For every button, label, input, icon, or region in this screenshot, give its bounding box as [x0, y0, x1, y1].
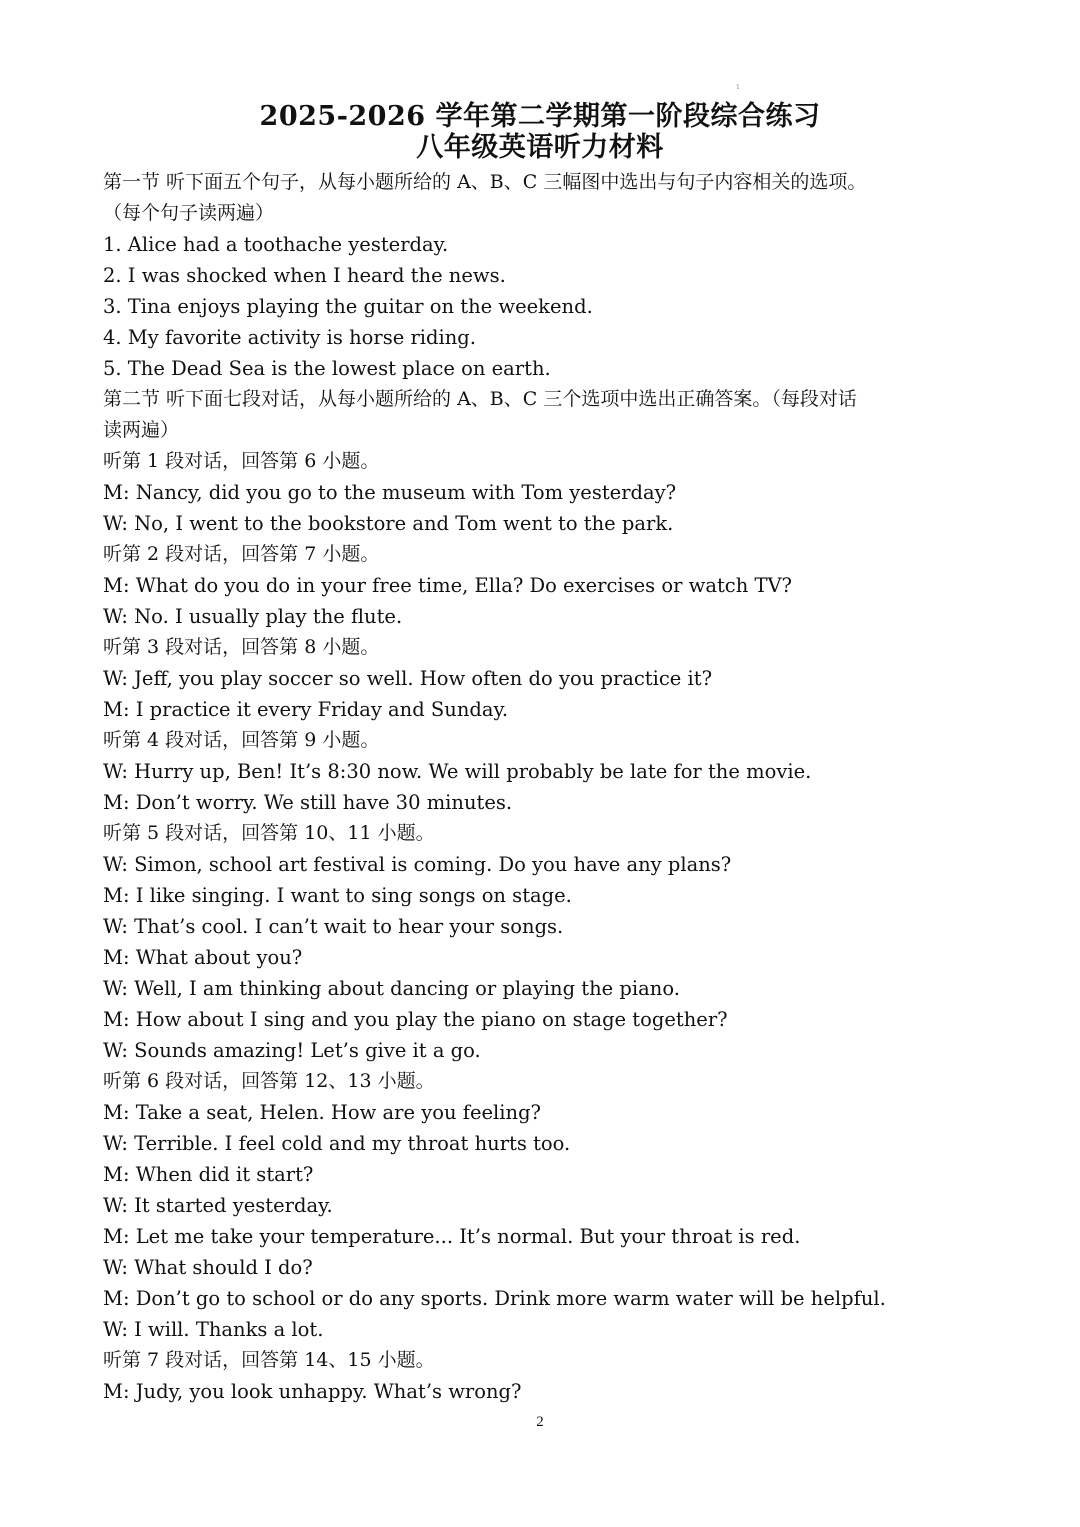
dialogue-line: W: What should I do?	[103, 1256, 313, 1279]
dialogue-line: W: That’s cool. I can’t wait to hear your songs.	[103, 915, 564, 938]
dialogue-line: M: Let me take your temperature... It’s normal. But your throat is red.	[103, 1225, 801, 1248]
dialogue-line: W: I will. Thanks a lot.	[103, 1318, 324, 1341]
dialogue-line: M: I practice it every Friday and Sunday.	[103, 698, 509, 721]
sentence-2: 2. I was shocked when I heard the news.	[103, 264, 506, 287]
dialogue-1-heading: 听第 1 段对话，回答第 6 小题。	[103, 450, 380, 472]
dialogue-line: W: Simon, school art festival is coming. Do you have any plans?	[103, 853, 732, 876]
section-1-instruction: 第一节 听下面五个句子，从每小题所给的 A、B、C 三幅图中选出与句子内容相关的选项。	[103, 171, 867, 193]
section-1-instruction-cont: （每个句子读两遍）	[103, 202, 275, 224]
sentence-4: 4. My favorite activity is horse riding.	[103, 326, 476, 349]
dialogue-2-heading: 听第 2 段对话，回答第 7 小题。	[103, 543, 380, 565]
dialogue-line: M: When did it start?	[103, 1163, 314, 1186]
dialogue-line: M: How about I sing and you play the piano on stage together?	[103, 1008, 728, 1031]
dialogue-4-heading: 听第 4 段对话，回答第 9 小题。	[103, 729, 380, 751]
dialogue-line: W: Terrible. I feel cold and my throat hurts too.	[103, 1132, 571, 1155]
dialogue-6-heading: 听第 6 段对话，回答第 12、13 小题。	[103, 1070, 435, 1092]
section-2-instruction: 第二节 听下面七段对话，从每小题所给的 A、B、C 三个选项中选出正确答案。（每段对话	[103, 388, 857, 410]
dialogue-line: W: No. I usually play the flute.	[103, 605, 403, 628]
sentence-5: 5. The Dead Sea is the lowest place on earth.	[103, 357, 551, 380]
dialogue-line: W: Jeff, you play soccer so well. How often do you practice it?	[103, 667, 713, 690]
document-subtitle: 八年级英语听力材料	[416, 132, 664, 163]
listening-script	[103, 167, 993, 1407]
dialogue-line: W: Well, I am thinking about dancing or playing the piano.	[103, 977, 680, 1000]
dialogue-7-heading: 听第 7 段对话，回答第 14、15 小题。	[103, 1349, 435, 1371]
document-title: 2025-2026 学年第二学期第一阶段综合练习	[259, 101, 821, 132]
scan-mark: 1	[736, 84, 740, 91]
dialogue-line: M: Don’t go to school or do any sports. Drink more warm water will be helpful.	[103, 1287, 886, 1310]
dialogue-3-heading: 听第 3 段对话，回答第 8 小题。	[103, 636, 380, 658]
dialogue-5-heading: 听第 5 段对话，回答第 10、11 小题。	[103, 822, 435, 844]
dialogue-line: M: What do you do in your free time, Ella? Do exercises or watch TV?	[103, 574, 793, 597]
dialogue-line: W: Hurry up, Ben! It’s 8:30 now. We will probably be late for the movie.	[103, 760, 812, 783]
sentence-3: 3. Tina enjoys playing the guitar on the weekend.	[103, 295, 593, 318]
page-number: 2	[536, 1414, 544, 1430]
sentence-1: 1. Alice had a toothache yesterday.	[103, 233, 449, 256]
dialogue-line: M: Take a seat, Helen. How are you feeling?	[103, 1101, 542, 1124]
dialogue-line: W: Sounds amazing! Let’s give it a go.	[103, 1039, 481, 1062]
section-2-instruction-cont: 读两遍）	[103, 419, 180, 441]
dialogue-line: M: What about you?	[103, 946, 303, 969]
dialogue-line: M: Judy, you look unhappy. What’s wrong?	[103, 1380, 522, 1403]
dialogue-line: W: No, I went to the bookstore and Tom went to the park.	[103, 512, 674, 535]
dialogue-line: M: I like singing. I want to sing songs on stage.	[103, 884, 572, 907]
dialogue-line: W: It started yesterday.	[103, 1194, 333, 1217]
dialogue-line: M: Don’t worry. We still have 30 minutes.	[103, 791, 513, 814]
dialogue-line: M: Nancy, did you go to the museum with Tom yesterday?	[103, 481, 677, 504]
